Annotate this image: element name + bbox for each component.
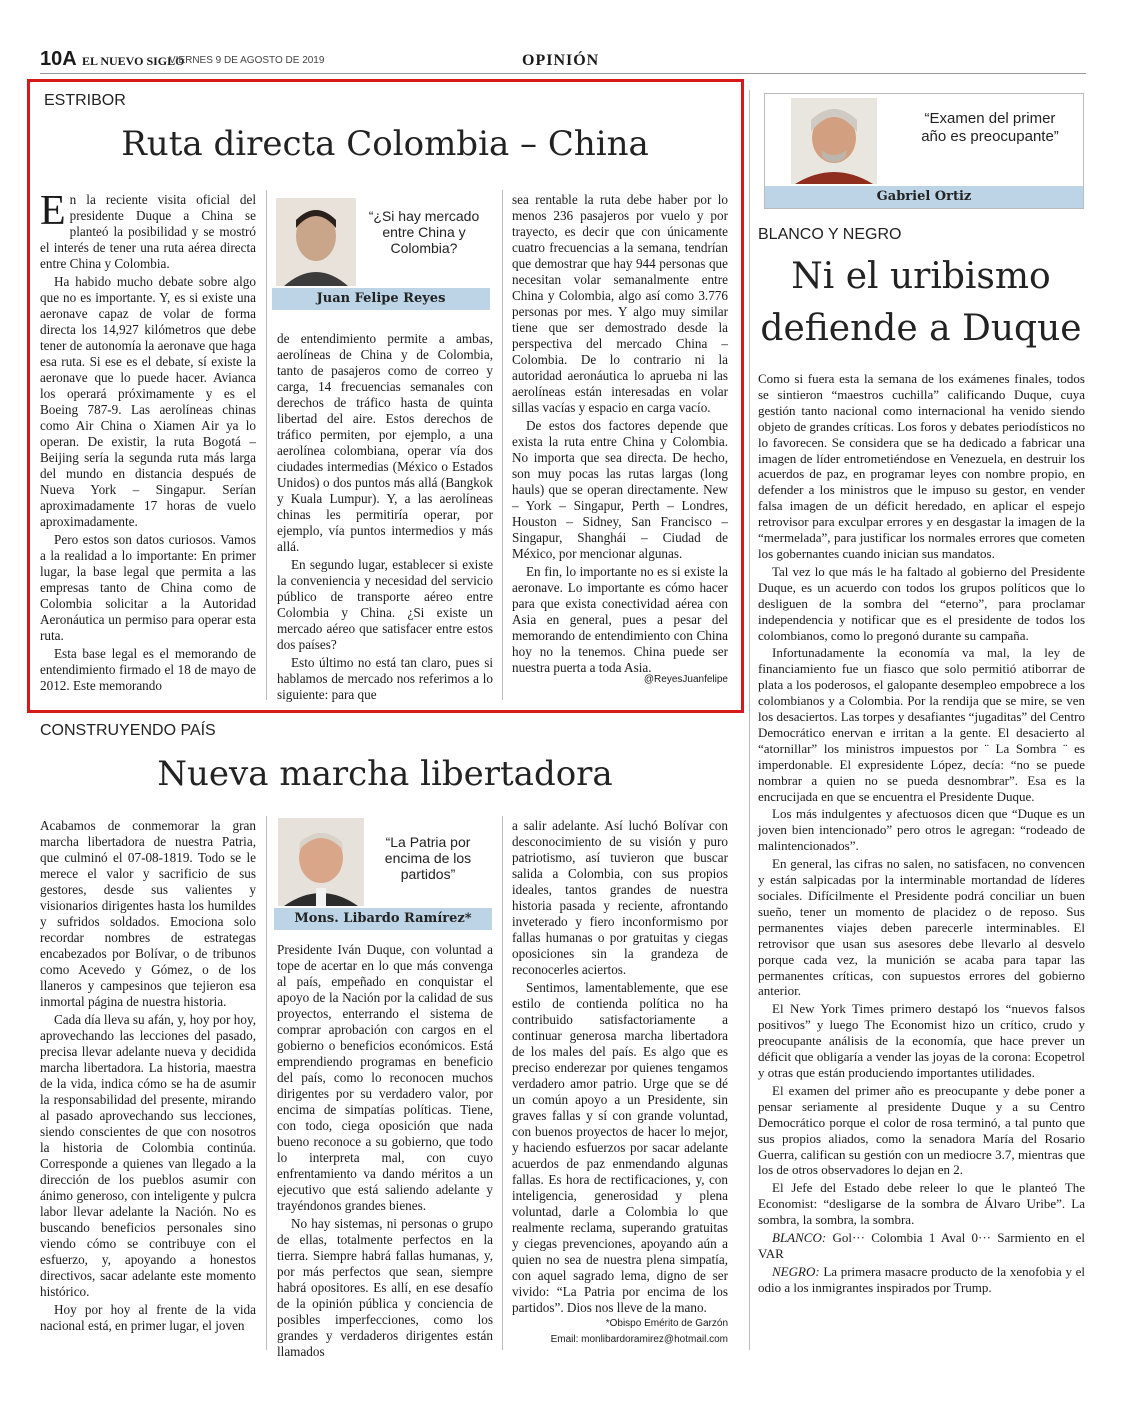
- article1-kicker: ESTRIBOR: [44, 92, 126, 109]
- column-divider: [266, 190, 267, 700]
- article2-paragraph: Acabamos de conmemorar la gran marcha libertadora de nuestra Patria, que culminó el 07-08-1819. Todo se le merece el valor y sacrificio de sus gestores, desde sus valientes y visionarios dirigentes hasta los humildes y sufridos soldados. Emociona solo recordar nombres de estrategas encabezados por Bolívar, o de tribunos como Acevedo y Gómez, o de los llaneros y campesinos que tejieron esa inmortal página de nuestra historia.: [40, 818, 256, 1009]
- article3-paragraph: Como si fuera esta la semana de los exámenes finales, todos se sintieron “maestros cuchilla” calificando Duque, cuya gestión tanto nacional como internacional ha venido siendo objeto de grandes críticas. Los foros y debates periodísticos no lo favorecen. Se considera que se ha dedicado a fabricar una imagen de líder entrometiéndose en Venezuela, en destruir los acuerdos de paz, en programar leyes con nombre propio, en defender a los ministros que le impuso su gestor, en vender falsa imagen de un déficit heredado, en aplicar el espejo retrovisor para exculpar errores y en desgastar la imagen de la “mermelada”, para justificar los normales errores que cometen los gobernantes cuando inician sus mandatos.: [758, 371, 1085, 561]
- author-box-ramirez: [274, 816, 492, 934]
- article1-signature: @ReyesJuanfelipe: [643, 674, 728, 685]
- author-box-reyes: [272, 196, 490, 314]
- column-divider: [749, 90, 750, 1350]
- issue-date: VIERNES 9 DE AGOSTO DE 2019: [169, 55, 325, 66]
- article1-paragraph: Esta base legal es el memorando de entendimiento firmado el 18 de mayo de 2012. Este memorando: [40, 646, 256, 693]
- article1-paragraph: sea rentable la ruta debe haber por lo menos 236 pasajeros por vuelo y por trayecto, es decir que con únicamente cuatro frecuencias a la semana, tendrían que demostrar que hay 944 personas que necesitan volar semanalmente entre China y Colombia, algo así como 3.776 personas por mes. Y algo muy similar tiene que ser demostrado desde la perspectiva del mercado China – Colombia. De lo contrario ni la autoridad aeronáutica lo aprueba ni las aerolíneas están interesadas en volar sillas vacías y espacio en carga vacío.: [512, 192, 728, 415]
- page-number: 10A: [40, 48, 77, 70]
- author-name: Gabriel Ortiz: [765, 186, 1083, 208]
- article3-body: [758, 371, 1085, 1353]
- article2-paragraph: Presidente Iván Duque, con voluntad a tope de acertar en lo que más convenga al país, empeñado en conquistar el apoyo de la Nación por la calidad de sus proyectos, enterrando el sistema de comprar aprobación con cargos en el gobierno o beneficios económicos. Está emprendiendo programas en beneficio del país, como lo reconocen muchos dirigentes por su verdadero valor, por encima de simpatías políticas. Tiene, con todo, ciega oposición que nada bueno reconoce a su gobierno, que todo lo interpreta mal, con cuyo enfrentamiento va dando méritos a un ejecutivo que está saliendo adelante y trayéndonos grandes bienes.: [277, 942, 493, 1213]
- article3-kicker: BLANCO Y NEGRO: [758, 226, 902, 243]
- blanco-note: BLANCO: Gol··· Colombia 1 Aval 0··· Sarmiento en el VAR: [758, 1230, 1085, 1261]
- article2-paragraph: Cada día lleva su afán, y, hoy por hoy, aprovechando las lecciones del pasado, precisa llevar adelante nueva y decidida marcha libertadora. La historia, maestra de la vida, indica cómo se ha de asumir la responsabilidad del presente, mirando al pasado aprovechando sus lecciones, siendo conscientes de que con nosotros la historia de Colombia continúa. Corresponde a quienes van llegado a la dirección de los pueblos asumir con ánimo generoso, con inteligente y pulcra labor llevar adelante la Nación. No es buscando beneficios personales sino viendo cómo se contribuye con el esfuerzo, y, apoyando a honestos directivos, sacar adelante este momento histórico.: [40, 1012, 256, 1299]
- article2-headline: Nueva marcha libertadora: [157, 754, 613, 794]
- paper-name: EL NUEVO SIGLO: [82, 54, 185, 68]
- author-portrait-icon: [791, 98, 877, 184]
- article2-paragraph: Sentimos, lamentablemente, que ese estilo de contienda política no ha contribuido satisfactoriamente a continuar generosa marcha libertadora de los males del país. Es algo que es preciso enderezar por quienes tengamos verdadero amor patrio. Urge que se dé un común apoyo a un Presidente, sin graves fallas y sí con grande voluntad, con buenos proyectos de hacer lo mejor, y haciendo esfuerzos por sacar adelante acuerdos de paz enmendando algunas fallas. Es hora de rectificaciones, y, con inteligencia, generosidad y plena voluntad, darle a Colombia lo que realmente reclama, superando gratuitas y ciegas prevenciones, apoyando aún a quien no sea de nuestra plena simpatía, con aquel sagrado lema, digno de ser vivido: “La Patria por encima de los partidos”. Dios nos lleve de la mano.: [512, 980, 728, 1315]
- article1-paragraph: Ha habido mucho debate sobre algo que no es importante. Y, es si existe una aeronave capaz de volar de forma directa los 14,927 kilómetros que debe tener de autonomía la aeronave que haga esa ruta. Si ese es el debate, sí existe la aeronave que lo puede hacer. Avianca los operará próximamente y es el Boeing 787-9. Las aerolíneas chinas como Air China o Xiamen Air ya lo operan. De existir, la ruta Bogotá – Beijing sería la segunda ruta más larga del mundo en distancia después de Nueva York – Singapur. Serían aproximadamente 17 horas de vuelo aproximadamente.: [40, 274, 256, 529]
- article1-paragraph: de entendimiento permite a ambas, aerolíneas de China y de Colombia, tanto de pasajeros como de correo y carga, 14 frecuencias semanales con derechos de tráfico hasta de quinta libertad del aire. Estos derechos de tráfico permiten, por ejemplo, a una aerolínea colombiana, operar vía dos ciudades intermedias (México o Estados Unidos) o dos puntos más allá (Bangkok y Kuala Lumpur). Y, a las aerolíneas chinas les permitiría operar, por ejemplo, vía puntos intermedios y más allá.: [277, 331, 493, 554]
- article2-paragraph: Hoy por hoy al frente de la vida nacional está, en primer lugar, el joven: [40, 1302, 256, 1333]
- article2-footnote: *Obispo Emérito de Garzón: [605, 1318, 728, 1329]
- drop-cap: E: [40, 188, 66, 234]
- article2-paragraph: a salir adelante. Así luchó Bolívar con desconocimiento de su visión y puro patriotismo, así tuvieron que buscar salida a Colombia, con sus propios ideales, tantos grandes de nuestra historia pasada y reciente, afrontando inveterado y fiero inconformismo por fallas humanas o por gratuitas y ciegas oposiciones sin la grandeza de reconocerles aciertos.: [512, 818, 728, 977]
- article3-paragraph: En general, las cifras no salen, no satisfacen, no convencen y están salpicadas por la interminable mortandad de líderes sociales. Difícilmente el Presidente podrá conciliar un buen sueño, tener un momento de placidez o de reposo. Sus permanentes viajes deben parecerle interminables. El retrovisor que usan sus asesores debe llevarlo al desvelo porque cada vez, la munición se acaba para tapar las permanentes críticas, con supuestos errores del gobierno anterior.: [758, 856, 1085, 999]
- article1-paragraph: En segundo lugar, establecer si existe la conveniencia y necesidad del servicio público de transporte aéreo entre Colombia y China. ¿Si existe un mercado aéreo que satisfacer entre estos dos países?: [277, 557, 493, 652]
- article1-column-2: [277, 331, 493, 702]
- article1-paragraph: De estos dos factores depende que exista la ruta entre China y Colombia. No importa que sea directa. De hecho, son muy pocas las rutas largas (long hauls) que se operan directamente. New – York – Singapur, Perth – Londres, Houston – Sidney, San Francisco – Singapur, Shanghái – Ciudad de México, por mencionar algunas.: [512, 418, 728, 561]
- article1-paragraph: En la reciente visita oficial del presidente Duque a China se planteó la posibilidad y se mostró el interés de tener una ruta aérea directa entre China y Colombia.: [40, 188, 256, 271]
- author-photo: [276, 198, 356, 286]
- article3-headline-line1: Ni el uribismo: [791, 256, 1051, 297]
- author-quote: “¿Si hay mercado entre China y Colombia?: [368, 208, 480, 256]
- article1-column-3: [512, 192, 728, 675]
- author-name: Juan Felipe Reyes: [272, 288, 490, 310]
- article2-column-3: [512, 818, 728, 1315]
- article3-headline-line2: defiende a Duque: [760, 308, 1082, 349]
- author-name: Mons. Libardo Ramírez*: [274, 908, 492, 930]
- author-photo: [278, 818, 364, 906]
- column-divider: [502, 816, 503, 1350]
- author-quote: “Examen del primer año es preocupante”: [921, 110, 1059, 145]
- author-photo: [791, 98, 877, 184]
- article2-column-2: [277, 942, 493, 1359]
- article3-paragraph: El examen del primer año es preocupante y debe poner a pensar seriamente al presidente Duque y a su Centro Democrático porque el color de rosa terminó, a tal punto que sus propios aliados, como la senadora María del Rosario Guerra, califican su gestión con un mediocre 3.7, mientras que los de otros observadores lo dejan en 2.: [758, 1082, 1085, 1178]
- article3-paragraph: Infortunadamente la economía va mal, la ley de financiamiento fue un fiasco que solo permitió atiborrar de plata a los poderosos, el galopante desempleo empobrece a los colombianos y a Colombia. Por la rendija que se mire, se ven los desaciertos. Las torpes y desafiantes “jugaditas” del Centro Democrático enervan e irritan a la gente. El desacierto al “atornillar” los ministros impuestos por ¨ La Sombra ¨ es imperdonable. El expresidente López, decía: “no se puede nombrar a quien no se pueda desnombrar”. Esa es la encrucijada en que se encuentra el Presidente Duque.: [758, 645, 1085, 804]
- author-portrait-icon: [278, 818, 364, 906]
- article3-paragraph: Tal vez lo que más le ha faltado al gobierno del Presidente Duque, es un acuerdo con todos los grupos políticos que lo desliguen de la sombra del “eterno”, para proclamar independencia y notificar que es el presidente de todos los colombianos, como lo pregonó durante su campaña.: [758, 563, 1085, 643]
- article2-paragraph: No hay sistemas, ni personas o grupo de ellas, totalmente perfectos en la tierra. Siempre habrá fallas humanas, y, por más perfectos que sean, siempre habrá opositores. Es allí, en ese desafío de la opinión pública y conciencia de posibles imperfecciones, como los grandes y verdaderos dirigentes están llamados: [277, 1216, 493, 1359]
- article1-paragraph: Pero estos son datos curiosos. Vamos a la realidad a lo importante: En primer lugar, la base legal que permita a las empresas tanto de China como de Colombia solicitar a la Autoridad Aeronáutica un permiso para operar esta ruta.: [40, 532, 256, 643]
- article3-paragraph: El Jefe del Estado debe releer lo que le planteó The Economist: “desligarse de la sombra de Álvaro Uribe”. La sombra, la sombra, la sombra.: [758, 1180, 1085, 1228]
- section-title: OPINIÓN: [522, 52, 600, 69]
- masthead: [40, 48, 1086, 74]
- column-divider: [266, 816, 267, 1350]
- author-box-ortiz: [764, 93, 1084, 209]
- negro-note: NEGRO: La primera masacre producto de la xenofobia y el odio a los inmigrantes inspirados por Trump.: [758, 1263, 1085, 1295]
- author-quote: “La Patria por encima de los partidos”: [384, 834, 472, 882]
- article2-email: Email: monlibardoramirez@hotmail.com: [550, 1334, 728, 1345]
- column-divider: [502, 190, 503, 700]
- article1-headline: Ruta directa Colombia – China: [121, 124, 649, 164]
- article2-column-1: [40, 818, 256, 1348]
- article1-paragraph: En fin, lo importante no es si existe la aeronave. Lo importante es cómo hacer para que exista conectividad aérea con Asia en general, pues a pesar del memorando de entendimiento con China hoy no la tenemos. China puede ser nuestra puerta a toda Asia.: [512, 564, 728, 675]
- article2-kicker: CONSTRUYENDO PAÍS: [40, 722, 216, 739]
- article1-column-1: [40, 188, 256, 696]
- article3-paragraph: Los más indulgentes y afectuosos dicen que “Duque es un joven bien intencionado” pero otros le agregan: “rodeado de malintencionados”.: [758, 806, 1085, 854]
- author-portrait-icon: [276, 198, 356, 286]
- article3-paragraph: El New York Times primero destapó los “nuevos falsos positivos” y luego The Economist hizo un crítico, crudo y preocupante análisis de la economía, que hace prever un déficit que obligaría a vender las joyas de la corona: Ecopetrol y otras que están produciendo importantes utilidades.: [758, 1001, 1085, 1080]
- article1-paragraph: Esto último no está tan claro, pues si hablamos de mercado nos referimos a lo siguiente: para que: [277, 655, 493, 702]
